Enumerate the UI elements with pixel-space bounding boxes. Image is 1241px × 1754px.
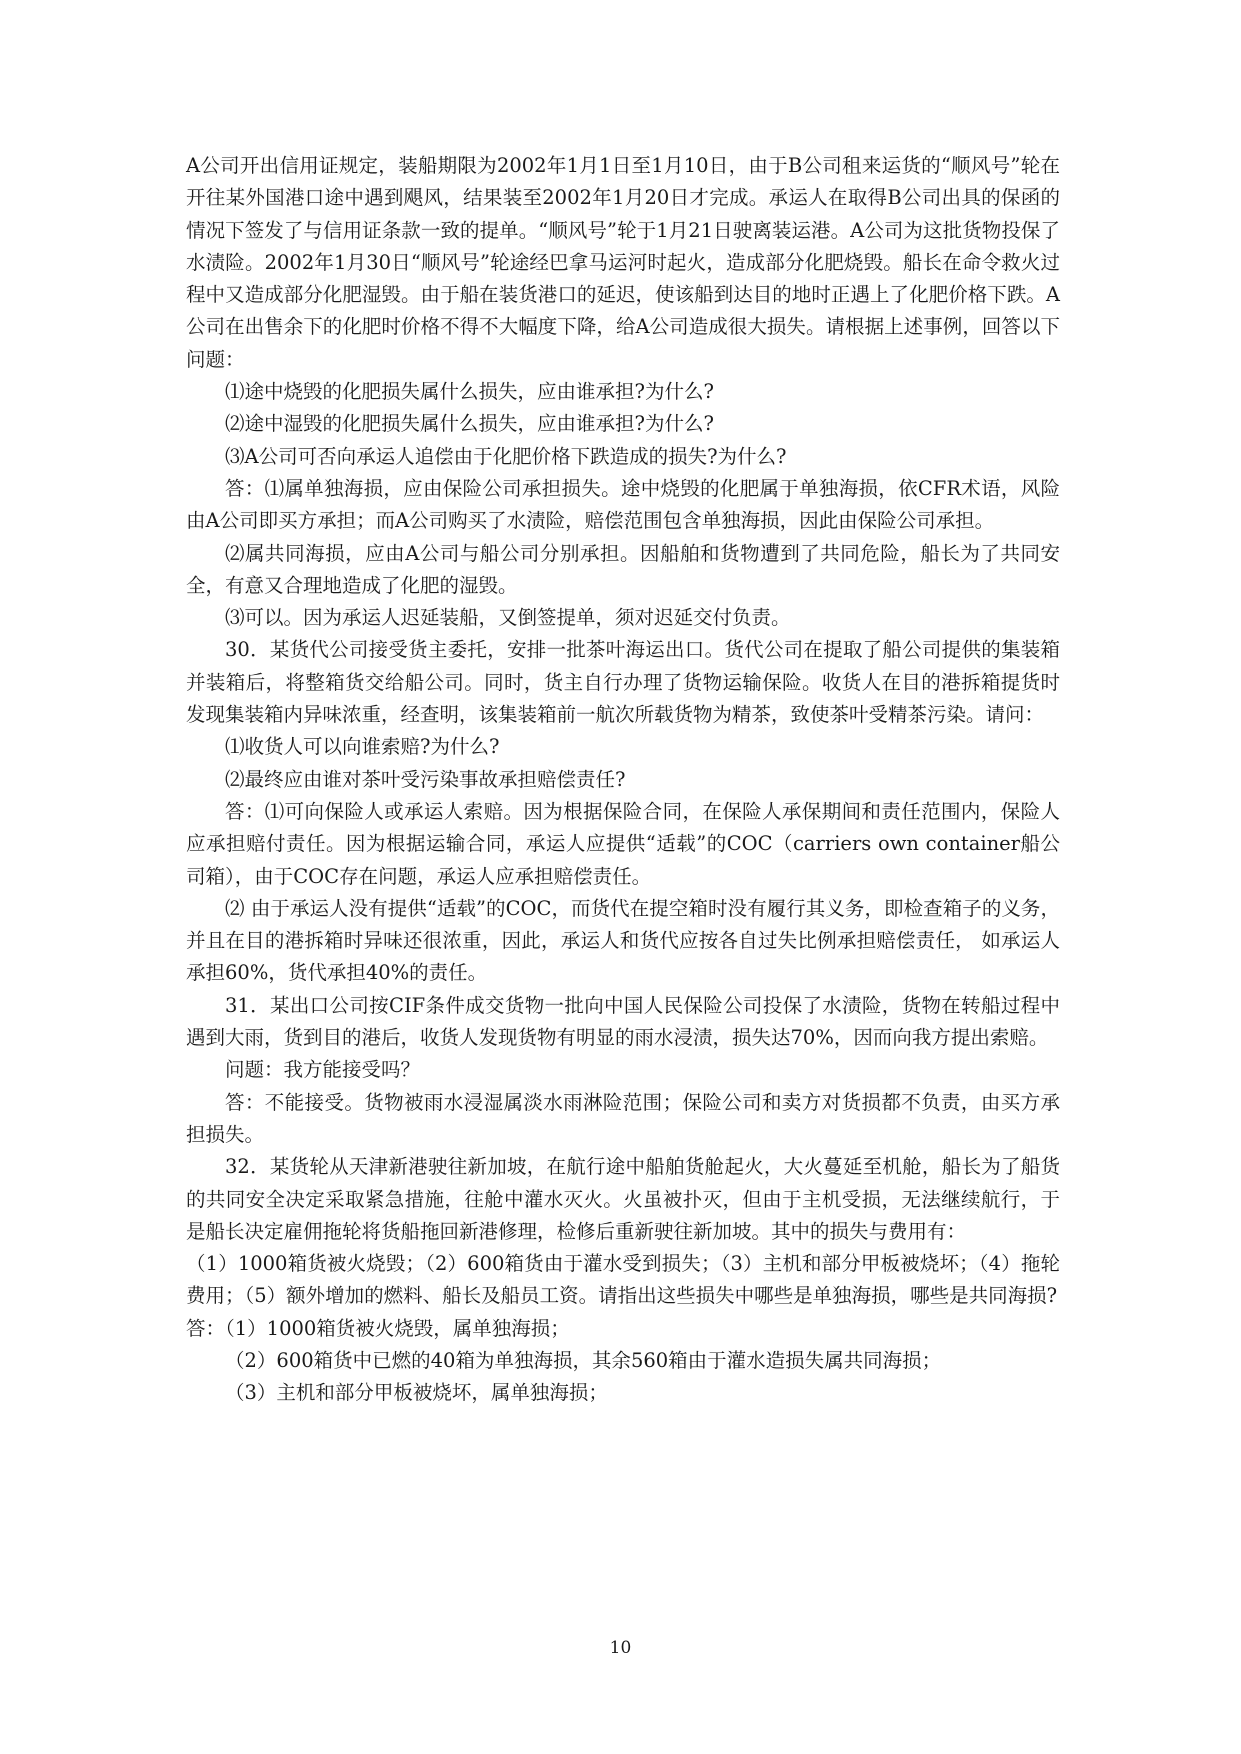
case-30-question-2: ⑵最终应由谁对茶叶受污染事故承担赔偿责任?: [225, 767, 626, 791]
case-30-answer-2: ⑵ 由于承运人没有提供“适载”的COC，而货代在提空箱时没有履行其义务，即检查箱子的义务，并且在目的港拆箱时异味还很浓重，因此，承运人和货代应按各自过失比例承担赔偿责任， 如承运人承担60%，货代承担40%的责任。: [186, 896, 1060, 985]
case-30-question-1: ⑴收货人可以向谁索赔?为什么?: [225, 735, 500, 759]
question-2: ⑵途中湿毁的化肥损失属什么损失，应由谁承担?为什么?: [225, 412, 714, 436]
question-1: ⑴途中烧毁的化肥损失属什么损失，应由谁承担?为什么?: [225, 380, 714, 404]
paragraph-case-intro: A公司开出信用证规定，装船期限为2002年1月1日至1月10日，由于B公司租来运货的“顺风号”轮在开往某外国港口途中遇到飓风，结果装至2002年1月20日才完成。承运人在取得B公司出具的保函的情况下签发了与信用证条款一致的提单。“顺风号”轮于1月21日驶离装运港。A公司为这批货物投保了水渍险。2002年1月30日“顺风号”轮途经巴拿马运河时起火，造成部分化肥烧毁。船长在命令救火过程中又造成部分化肥湿毁。由于船在装货港口的延迟，使该船到达目的地时正遇上了化肥价格下跌。A公司在出售余下的化肥时价格不得不大幅度下降，给A公司造成很大损失。请根据上述事例，回答以下问题：: [186, 154, 1060, 371]
case-31-question: 问题：我方能接受吗？: [225, 1058, 421, 1082]
case-32-answer-2: （2）600箱货中已燃的40箱为单独海损，其余560箱由于灌水造损失属共同海损；: [225, 1348, 942, 1372]
answer-3: ⑶可以。因为承运人迟延装船，又倒签提单，须对迟延交付负责。: [225, 606, 791, 630]
case-32: 32．某货轮从天津新港驶往新加坡，在航行途中船舶货舱起火，大火蔓延至机舱，船长为了船货的共同安全决定采取紧急措施，往舱中灌水灭火。火虽被扑灭，但由于主机受损，无法继续航行，于是船长决定雇佣拖轮将货船拖回新港修理，检修后重新驶往新加坡。其中的损失与费用有：: [186, 1155, 1060, 1243]
case-32-answer-1: 答：（1）1000箱货被火烧毁，属单独海损；: [186, 1316, 570, 1340]
page-body: [186, 150, 1060, 1410]
answer-1: 答：⑴属单独海损，应由保险公司承担损失。途中烧毁的化肥属于单独海损，依CFR术语，风险由A公司即买方承担；而A公司购买了水渍险，赔偿范围包含单独海损，因此由保险公司承担。: [186, 476, 1060, 533]
case-32-answer-3: （3）主机和部分甲板被烧坏，属单独海损；: [225, 1381, 608, 1405]
case-31: 31．某出口公司按CIF条件成交货物一批向中国人民保险公司投保了水渍险，货物在转船过程中遇到大雨，货到目的港后，收货人发现货物有明显的雨水浸渍，损失达70%，因而向我方提出索赔。: [186, 993, 1060, 1050]
case-31-answer: 答：不能接受。货物被雨水浸湿属淡水雨淋险范围；保险公司和卖方对货损都不负责，由买方承担损失。: [186, 1090, 1060, 1146]
question-3: ⑶A公司可否向承运人追偿由于化肥价格下跌造成的损失?为什么?: [225, 444, 787, 468]
page-number: 10: [609, 1638, 632, 1658]
case-30: 30．某货代公司接受货主委托，安排一批茶叶海运出口。货代公司在提取了船公司提供的集装箱并装箱后，将整箱货交给船公司。同时，货主自行办理了货物运输保险。收货人在目的港拆箱提货时发现集装箱内异味浓重，经查明，该集装箱前一航次所载货物为精茶，致使茶叶受精茶污染。请问：: [186, 638, 1060, 727]
case-30-answer-1: 答：⑴可向保险人或承运人索赔。因为根据保险合同，在保险人承保期间和责任范围内，保险人应承担赔付责任。因为根据运输合同，承运人应提供“适载”的COC（carriers own container船公司箱），由于COC存在问题，承运人应承担赔偿责任。: [186, 799, 1060, 888]
case-32-losses: （1）1000箱货被火烧毁；（2）600箱货由于灌水受到损失；（3）主机和部分甲板被烧坏；（4）拖轮费用；（5）额外增加的燃料、船长及船员工资。请指出这些损失中哪些是单独海损，哪些是共同海损?: [186, 1252, 1060, 1308]
answer-2: ⑵属共同海损，应由A公司与船公司分别承担。因船舶和货物遭到了共同危险，船长为了共同安全，有意又合理地造成了化肥的湿毁。: [186, 541, 1060, 597]
